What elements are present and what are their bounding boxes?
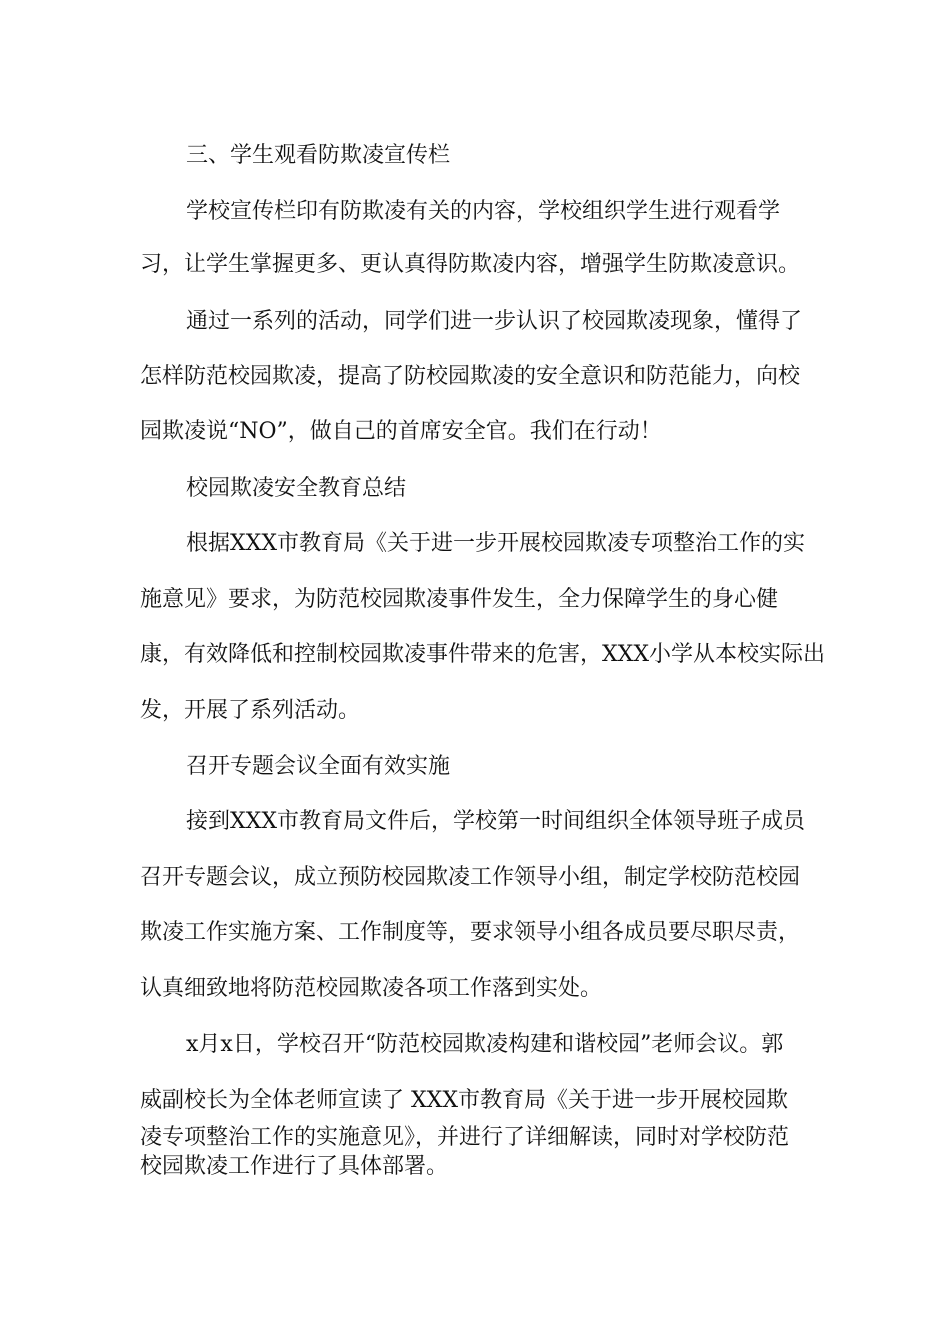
paragraph-line: 认真细致地将防范校园欺凌各项工作落到实处。 <box>140 976 603 1001</box>
paragraph-line: 康，有效降低和控制校园欺凌事件带来的危害，XXX小学从本校实际出 <box>140 642 825 667</box>
paragraph-line: 习，让学生掌握更多、更认真得防欺凌内容，增强学生防欺凌意识。 <box>140 252 801 277</box>
paragraph-line: 接到XXX市教育局文件后，学校第一时间组织全体领导班子成员 <box>186 809 805 834</box>
paragraph-line: 根据XXX市教育局《关于进一步开展校园欺凌专项整治工作的实 <box>186 531 805 556</box>
paragraph-line: 学校宣传栏印有防欺凌有关的内容，学校组织学生进行观看学 <box>186 199 781 224</box>
section-heading-bulletin-board: 三、学生观看防欺凌宣传栏 <box>186 143 451 168</box>
paragraph-line: 凌专项整治工作的实施意见》，并进行了详细解读，同时对学校防范 <box>140 1125 790 1150</box>
paragraph-line: 施意见》要求，为防范校园欺凌事件发生，全力保障学生的身心健 <box>140 587 779 612</box>
section-heading-meeting: 召开专题会议全面有效实施 <box>186 754 451 779</box>
paragraph-line: 发，开展了系列活动。 <box>140 698 361 723</box>
paragraph-line: 通过一系列的活动，同学们进一步认识了校园欺凌现象，懂得了 <box>186 309 803 334</box>
paragraph-line: x月x日，学校召开“防范校园欺凌构建和谐校园”老师会议。郭 <box>186 1032 784 1057</box>
paragraph-line: 召开专题会议，成立预防校园欺凌工作领导小组，制定学校防范校园 <box>140 865 801 890</box>
paragraph-line: 校园欺凌工作进行了具体部署。 <box>140 1154 449 1179</box>
section-heading-summary: 校园欺凌安全教育总结 <box>186 476 407 501</box>
paragraph-line: 欺凌工作实施方案、工作制度等，要求领导小组各成员要尽职尽责， <box>140 920 801 945</box>
paragraph-line: 怎样防范校园欺凌，提高了防校园欺凌的安全意识和防范能力，向校 <box>140 364 801 389</box>
paragraph-line: 威副校长为全体老师宣读了 XXX市教育局《关于进一步开展校园欺 <box>140 1088 788 1113</box>
paragraph-line: 园欺凌说“NO”，做自己的首席安全官。我们在行动！ <box>140 419 662 444</box>
